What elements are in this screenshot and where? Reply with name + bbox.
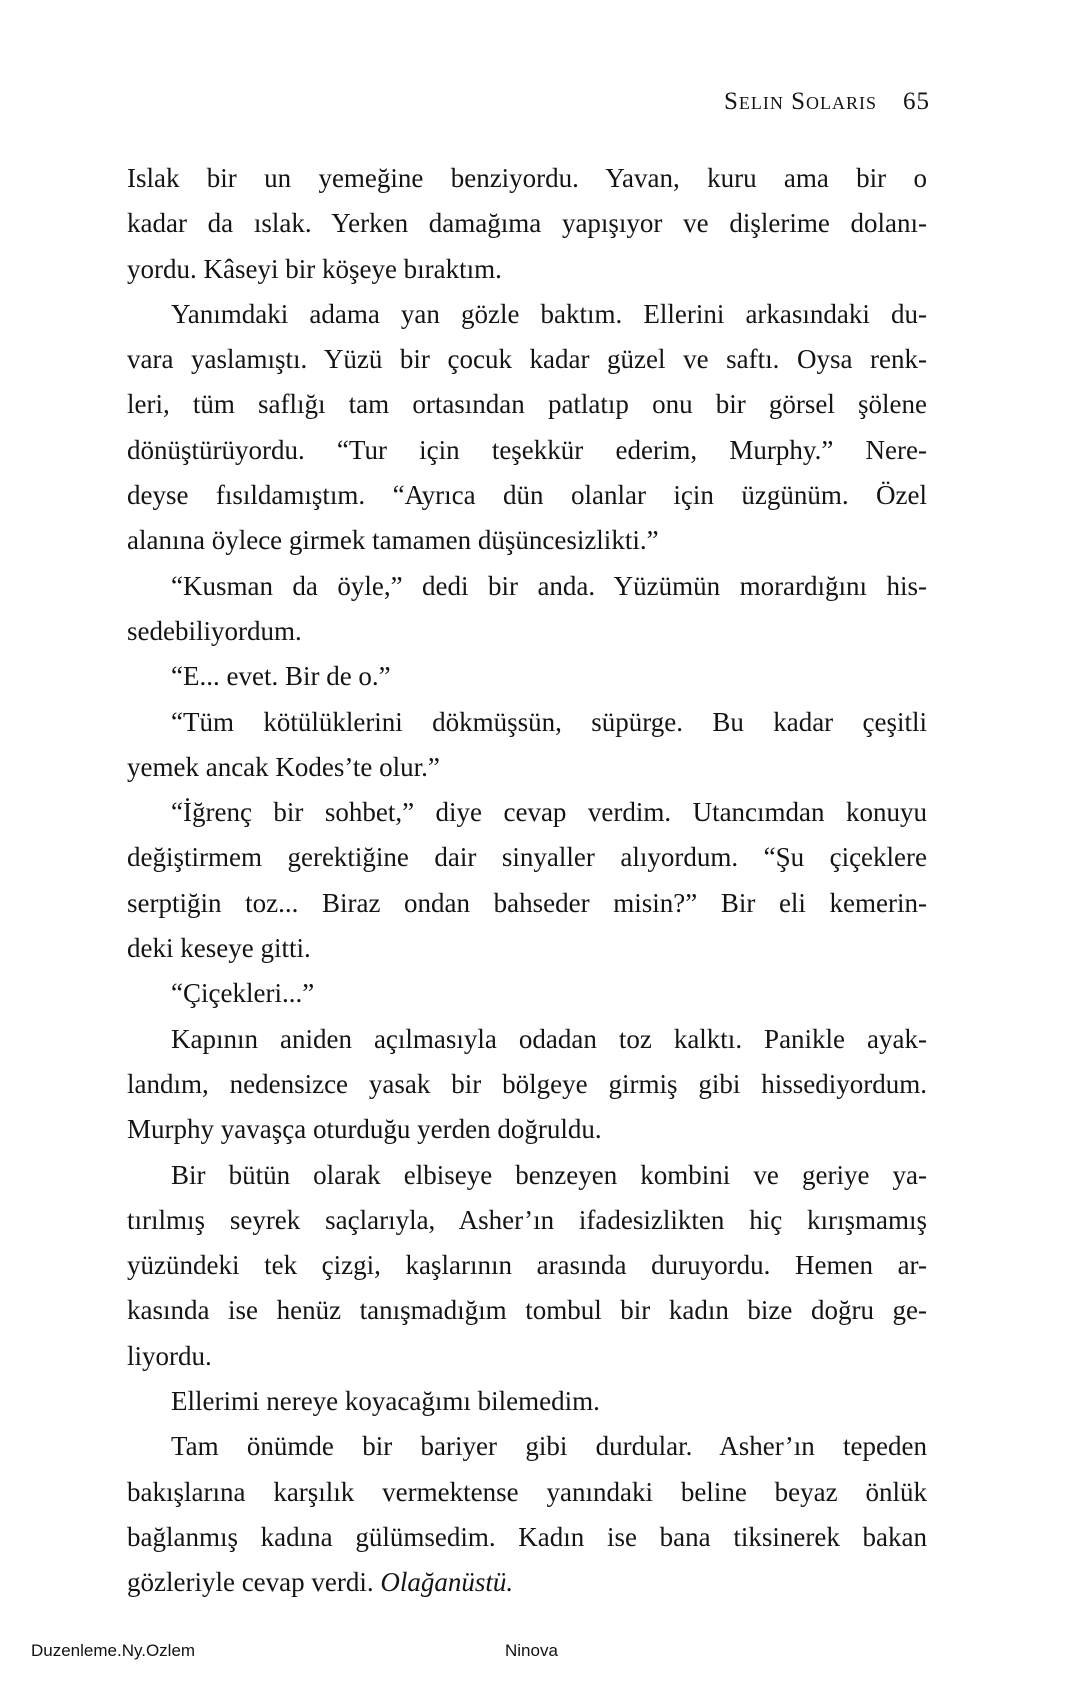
text-line: liyordu. xyxy=(127,1340,212,1371)
italic-word: Olağanüstü. xyxy=(380,1567,514,1598)
text-line: yüzündeki tek çizgi, kaşlarının arasında duruyordu. Hemen ar- xyxy=(127,1250,927,1281)
text-line: Bir bütün olarak elbiseye benzeyen kombini ve geriye ya- xyxy=(171,1159,927,1190)
text-line: deki keseye gitti. xyxy=(127,933,311,964)
text-line: kasında ise henüz tanışmadığım tombul bir kadın bize doğru ge- xyxy=(127,1295,927,1326)
text-line: bakışlarına karşılık vermektense yanındaki beline beyaz önlük xyxy=(127,1476,927,1507)
text-line: serptiğin toz... Biraz ondan bahseder misin?” Bir eli kemerin- xyxy=(127,887,927,918)
text-line: kadar da ıslak. Yerken damağıma yapışıyor ve dişlerime dolanı- xyxy=(127,208,927,239)
text-line: değiştirmem gerektiğine dair sinyaller alıyordum. “Şu çiçeklere xyxy=(127,842,927,873)
text-line: Kapının aniden açılmasıyla odadan toz kalktı. Panikle ayak- xyxy=(171,1023,927,1054)
text-line: Yanımdaki adama yan gözle baktım. Ellerini arkasındaki du- xyxy=(171,298,927,329)
text-line: sedebiliyordum. xyxy=(127,615,302,646)
text-line: “İğrenç bir sohbet,” diye cevap verdim. Utancımdan konuyu xyxy=(171,797,927,828)
text-line: Tam önümde bir bariyer gibi durdular. Asher’ın tepeden xyxy=(171,1431,927,1462)
text-line: dönüştürüyordu. “Tur için teşekkür ederim, Murphy.” Nere- xyxy=(127,434,927,465)
text-line: alanına öylece girmek tamamen düşüncesizlikti.” xyxy=(127,525,659,556)
text-line: “Çiçekleri...” xyxy=(171,978,315,1009)
running-title: Selin Solaris xyxy=(723,88,877,115)
text-line: bağlanmış kadına gülümsedim. Kadın ise bana tiksinerek bakan xyxy=(127,1521,927,1552)
running-header xyxy=(600,88,930,116)
text-line: Murphy yavaşça oturduğu yerden doğruldu. xyxy=(127,1114,602,1145)
text-line: deyse fısıldamıştım. “Ayrıca dün olanlar için üzgünüm. Özel xyxy=(127,480,927,511)
text-line: landım, nedensizce yasak bir bölgeye girmiş gibi hissediyordum. xyxy=(127,1068,927,1099)
text-line: yemek ancak Kodes’te olur.” xyxy=(127,751,440,782)
text-line: Ellerimi nereye koyacağımı bilemedim. xyxy=(171,1386,600,1417)
page-number: 65 xyxy=(903,88,930,115)
page-body-text xyxy=(127,156,927,1606)
text-line: vara yaslamıştı. Yüzü bir çocuk kadar güzel ve saftı. Oysa renk- xyxy=(127,344,927,375)
text-line: “Tüm kötülüklerini dökmüşsün, süpürge. Bu kadar çeşitli xyxy=(171,706,927,737)
text-line: leri, tüm saflığı tam ortasından patlatıp onu bir görsel şölene xyxy=(127,389,927,420)
text-line: Islak bir un yemeğine benziyordu. Yavan, kuru ama bir o xyxy=(127,163,927,193)
footer-publisher: Ninova xyxy=(505,1641,558,1660)
footer-credit: Duzenleme.Ny.Ozlem xyxy=(31,1641,196,1660)
text-line-last xyxy=(127,1560,927,1605)
text-line-span: gözleriyle cevap verdi. xyxy=(127,1567,381,1598)
text-line: “E... evet. Bir de o.” xyxy=(171,661,391,692)
text-line: yordu. Kâseyi bir köşeye bıraktım. xyxy=(127,253,502,284)
text-line: “Kusman da öyle,” dedi bir anda. Yüzümün morardığını his- xyxy=(171,570,927,601)
text-line: tırılmış seyrek saçlarıyla, Asher’ın ifadesizlikten hiç kırışmamış xyxy=(127,1204,927,1235)
